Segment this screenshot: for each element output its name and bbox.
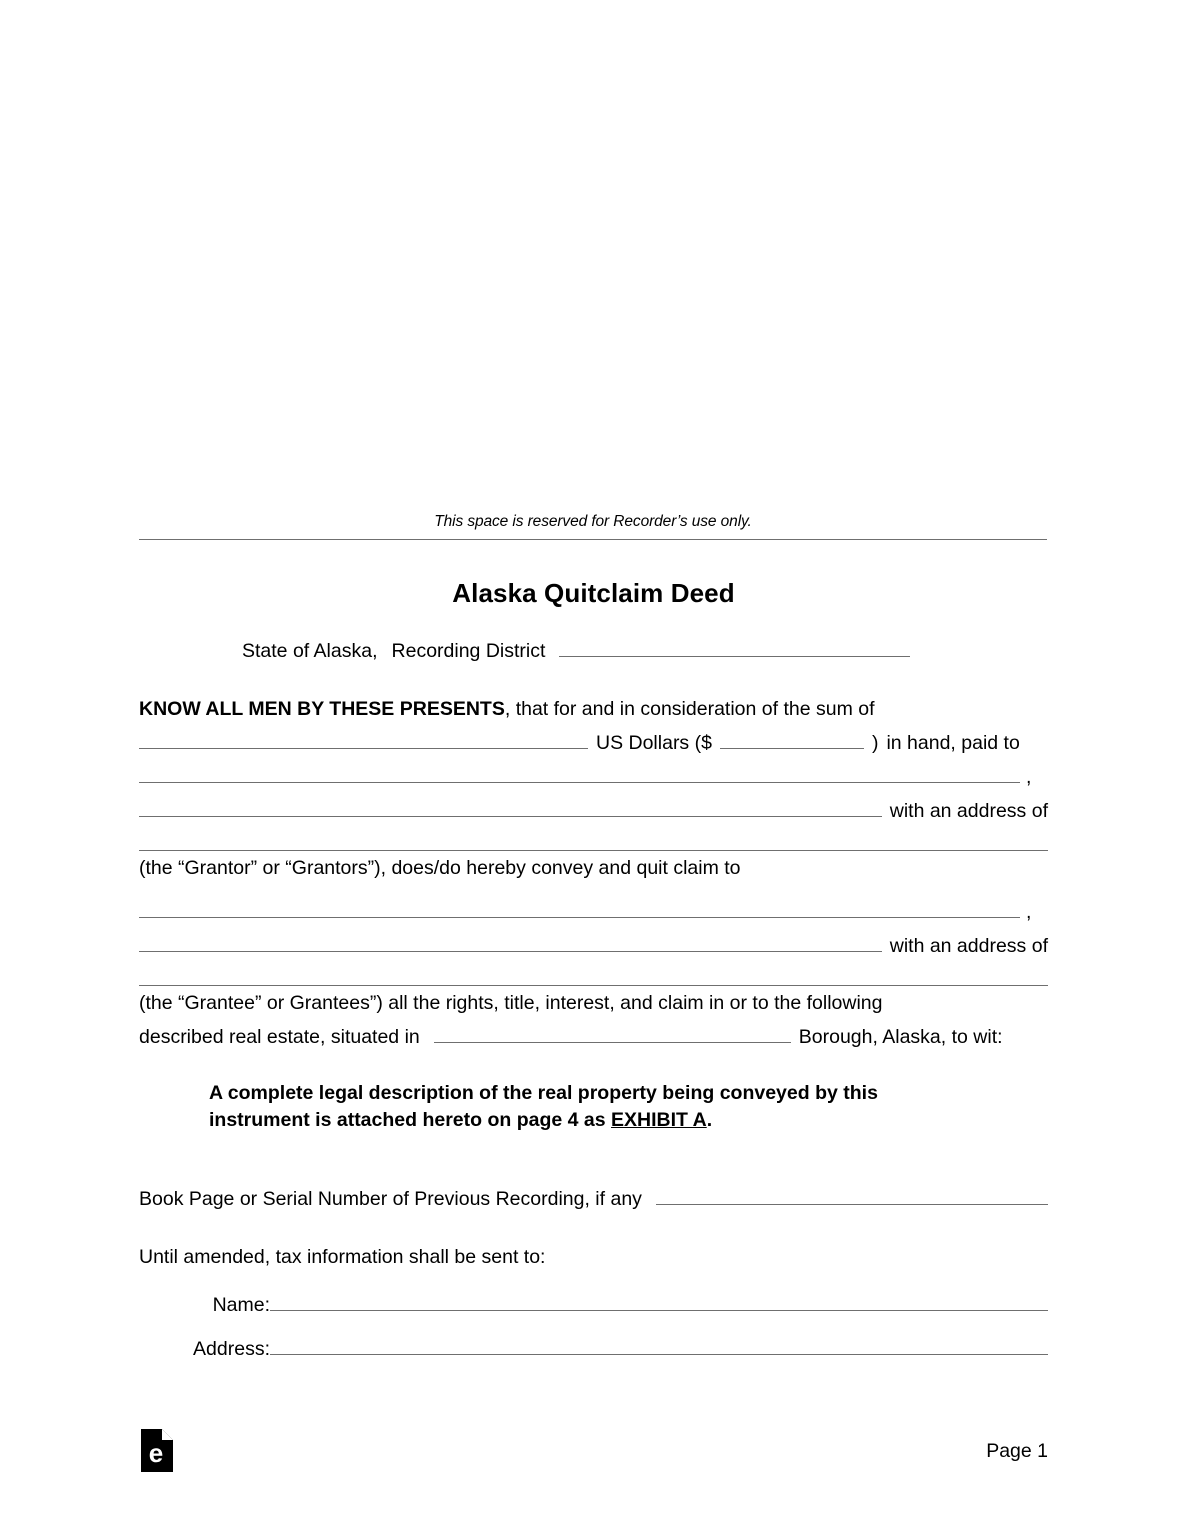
recorder-note: This space is reserved for Recorder’s use only. [434,513,752,530]
tax-name-row [139,1288,1048,1322]
amount-words-field[interactable] [139,726,588,749]
tax-intro-label: Until amended, tax information shall be sent to: [139,1246,546,1268]
recording-district-field[interactable] [559,634,910,657]
grantee-address-label: with an address of [889,935,1048,957]
us-dollars-label: US Dollars ($ [596,732,712,754]
grantee-name-continued-row [139,929,1048,963]
spacer [139,1322,1048,1332]
previous-recording-field[interactable] [656,1182,1048,1205]
grantee-address-row [139,963,1048,986]
tax-intro-row [139,1240,1048,1274]
spacer [139,1216,1048,1240]
consideration-amount-row [139,726,1048,760]
know-all-men-rest: , that for and in consideration of the sum of [504,698,875,720]
page-footer [139,1428,1048,1473]
grantee-name-field-2[interactable] [139,929,882,952]
grantor-address-label: with an address of [889,800,1048,822]
grantor-definition-text: (the “Grantor” or “Grantors”), does/do hereby convey and quit claim to [139,857,741,879]
eforms-logo-icon [139,1428,175,1473]
grantor-name-field[interactable] [139,760,1020,783]
exhibit-line-1: A complete legal description of the real property being conveyed by this [209,1082,878,1104]
amount-numeric-field[interactable] [720,726,864,749]
svg-text:e: e [148,1438,164,1468]
situated-suffix-label: Borough, Alaska, to wit: [798,1026,1003,1048]
grantor-name-continued-row [139,794,1048,828]
tax-address-row [139,1332,1048,1366]
spacer [139,1158,1048,1182]
spacer [139,1274,1048,1288]
page-title: Alaska Quitclaim Deed [452,578,735,608]
spacer [139,885,1048,895]
recorder-block [139,512,1047,540]
grantee-name-row [139,895,1048,929]
state-recording-district-row [139,634,1048,668]
grantee-definition-text: (the “Grantee” or Grantees”) all the rights, title, interest, and claim in or to the following [139,992,883,1014]
grantee-name-field[interactable] [139,895,1020,918]
recording-district-label: Recording District [391,640,546,662]
tax-address-label: Address: [193,1338,270,1360]
close-paren: ) [871,732,879,754]
previous-recording-label: Book Page or Serial Number of Previous Recording, if any [139,1188,642,1210]
exhibit-line-2-pre: instrument is attached hereto on page 4 as [209,1109,612,1131]
tax-name-label: Name: [212,1294,270,1316]
tax-address-field[interactable] [270,1332,1048,1355]
grantee-definition-row [139,986,1048,1020]
spacer [139,668,1048,692]
recorder-divider [139,539,1047,540]
exhibit-paragraph [209,1080,981,1134]
grantor-name-comma: , [1026,766,1032,788]
grantor-address-field[interactable] [139,828,1048,851]
grantor-definition-row [139,851,1048,885]
page-number: Page 1 [986,1439,1048,1462]
grantor-name-field-2[interactable] [139,794,882,817]
grantee-name-comma: , [1026,901,1032,923]
grantor-name-row [139,760,1048,794]
exhibit-a-reference: EXHIBIT A [611,1109,707,1131]
exhibit-line-2-post: . [706,1109,713,1131]
previous-recording-row [139,1182,1048,1216]
grantor-address-row [139,828,1048,851]
grantee-address-field[interactable] [139,963,1048,986]
situated-prefix-label: described real estate, situated in [139,1026,420,1048]
situated-row [139,1020,1048,1054]
know-all-men-row [139,692,1048,726]
know-all-men-bold: KNOW ALL MEN BY THESE PRESENTS [139,698,505,720]
exhibit-line-2 [209,1107,981,1134]
document-body [139,634,1048,1366]
borough-field[interactable] [434,1020,791,1043]
in-hand-paid-to-label: in hand, paid to [886,732,1020,754]
spacer [139,1134,1048,1158]
state-of-alaska-label: State of Alaska, [242,640,378,662]
tax-name-field[interactable] [270,1288,1048,1311]
